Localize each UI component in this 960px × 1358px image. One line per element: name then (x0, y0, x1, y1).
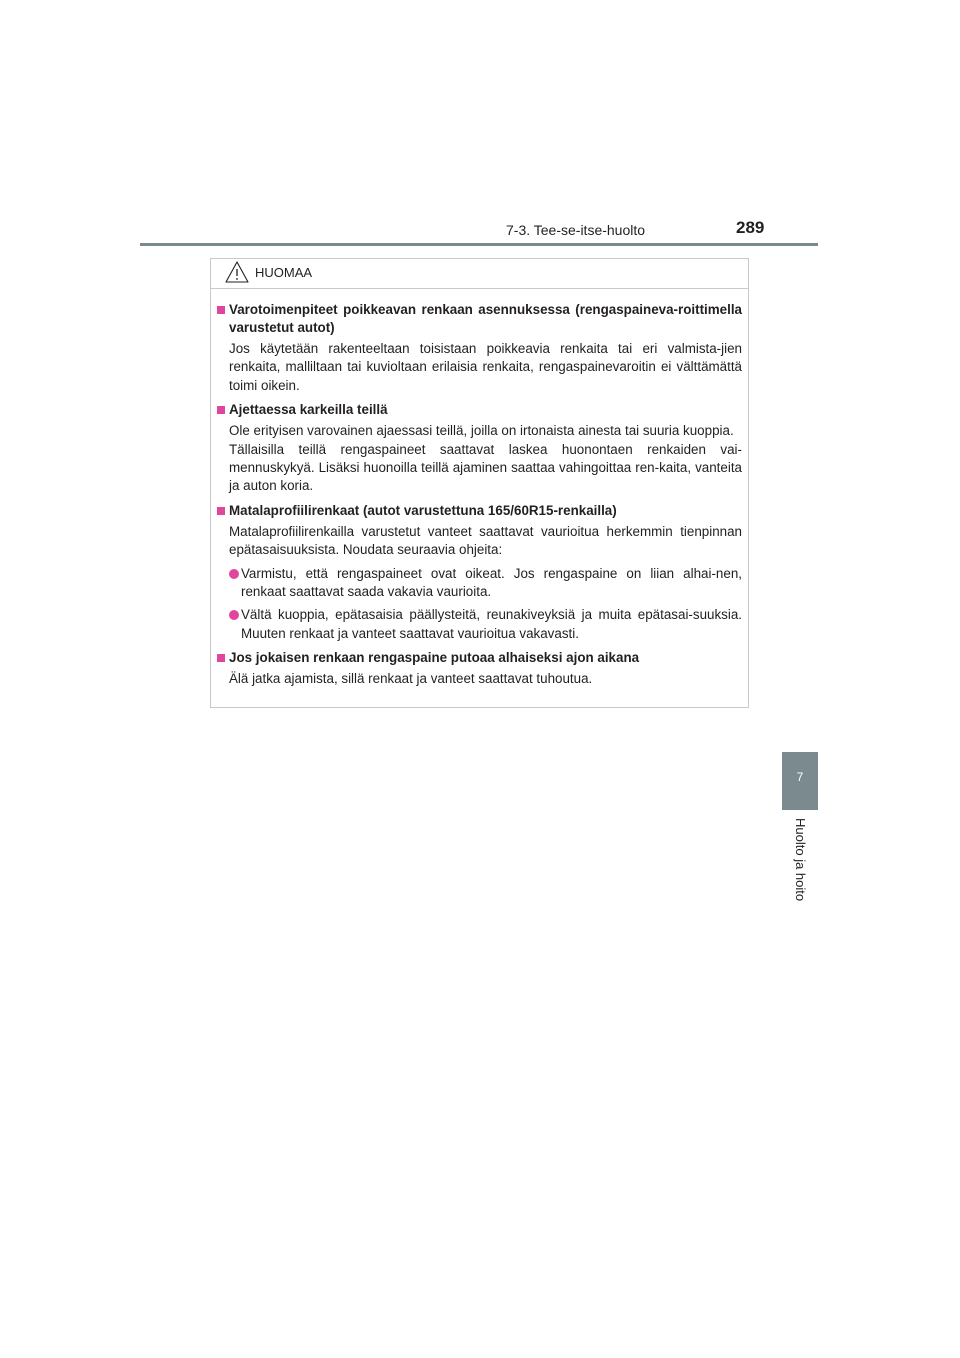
square-bullet-icon (217, 507, 225, 515)
item-paragraph: Ole erityisen varovainen ajaessasi teillä, joilla on irtonaista ainesta tai suuria kuoppia. (229, 423, 734, 439)
item-paragraph: Tällaisilla teillä rengaspaineet saattavat laskea huonontaen renkaiden vai-mennuskykyä. Lisäksi huonoilla teillä ajaminen saattaa vahingoittaa ren-kaita, vanteita ja auton koria. (229, 441, 742, 494)
round-bullet-icon (229, 610, 239, 620)
chapter-tab (782, 752, 818, 810)
notice-title: HUOMAA (255, 265, 313, 280)
notice-header (211, 259, 748, 289)
notice-item (217, 502, 742, 643)
warning-triangle-icon (225, 261, 249, 283)
item-heading: Jos jokaisen renkaan rengaspaine putoaa alhaiseksi ajon aikana (217, 649, 742, 667)
notice-item (217, 401, 742, 496)
square-bullet-icon (217, 406, 225, 414)
item-heading: Matalaprofiilirenkaat (autot varustettuna 165/60R15-renkailla) (217, 502, 742, 520)
round-bullet-icon (229, 569, 239, 579)
header-rule (140, 243, 818, 246)
item-paragraph: Jos käytetään rakenteeltaan toisistaan poikkeavia renkaita tai eri valmista-jien renkaita, malliltaan tai kuvioltaan erilaisia renkaita, rengaspainevaroitin ei välttämättä toimi oikein. (229, 341, 742, 393)
bullet-item: Varmistu, että rengaspaineet ovat oikeat. Jos rengaspaine on liian alhai-nen, renkaat saattavat saada vakavia vaurioita. (229, 565, 742, 602)
section-header: 7-3. Tee-se-itse-huolto (506, 222, 646, 238)
square-bullet-icon (217, 654, 225, 662)
notice-box (210, 258, 749, 708)
notice-item (217, 649, 742, 688)
item-paragraph: Älä jatka ajamista, sillä renkaat ja vanteet saattavat tuhoutua. (229, 671, 593, 687)
item-heading: Ajettaessa karkeilla teillä (217, 401, 742, 419)
page-number: 289 (736, 218, 765, 237)
chapter-number: 7 (796, 770, 804, 784)
item-paragraph: Matalaprofiilirenkailla varustetut vanteet saattavat vaurioitua herkemmin tienpinnan epätasaisuuksista. Noudata seuraavia ohjeita: (229, 523, 742, 558)
notice-item (217, 301, 742, 395)
chapter-title: Huolto ja hoito (793, 818, 808, 902)
square-bullet-icon (217, 306, 225, 314)
bullet-item: Vältä kuoppia, epätasaisia päällysteitä, reunakiveyksiä ja muita epätasai-suuksia. Muuten renkaat ja vanteet saattavat vaurioitua vakavasti. (229, 606, 742, 643)
item-heading: Varotoimenpiteet poikkeavan renkaan asennuksessa (rengaspaineva-roittimella varustetut autot) (217, 301, 742, 337)
notice-body (211, 289, 748, 689)
